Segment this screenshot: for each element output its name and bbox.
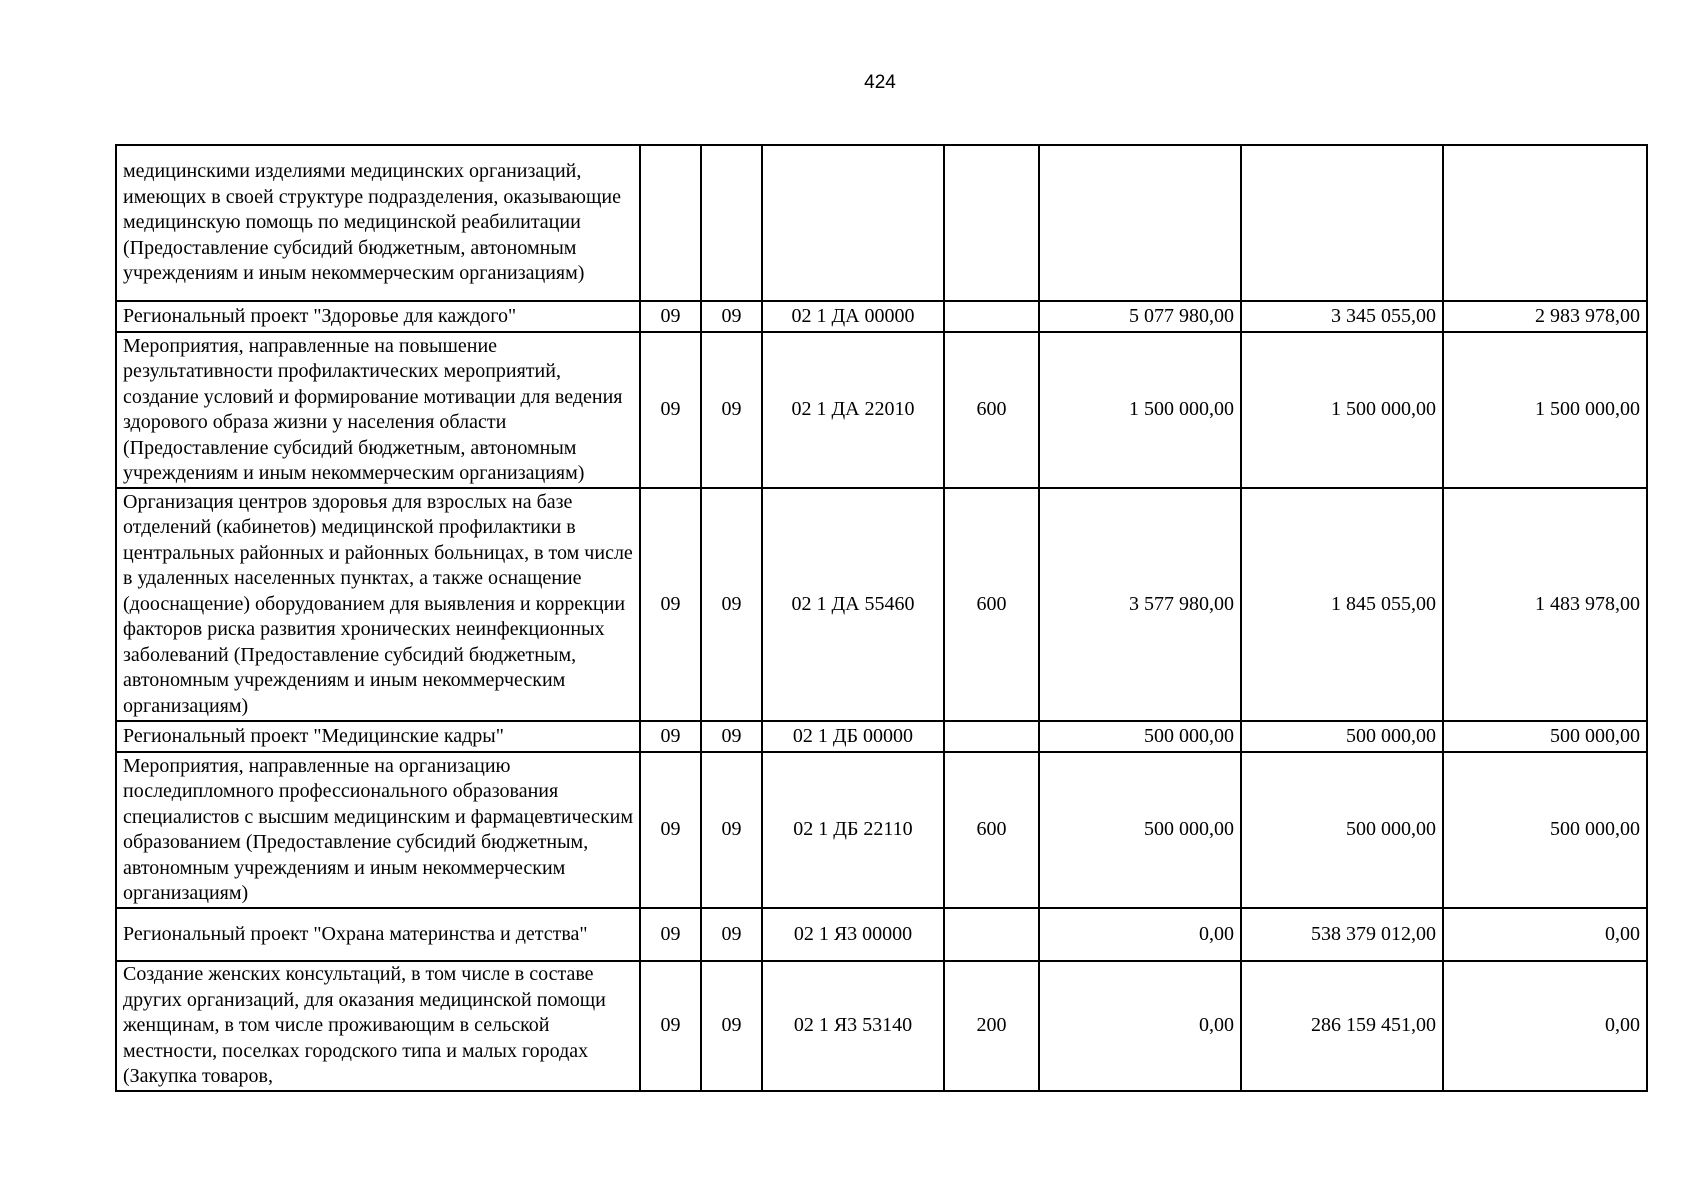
row-amount-1: 0,00 [1039,961,1241,1091]
row-amount-2: 1 845 055,00 [1241,488,1443,721]
row-section-code: 09 [640,908,701,961]
row-subsection-code: 09 [701,752,762,908]
row-amount-3: 0,00 [1443,908,1647,961]
row-amount-2 [1241,145,1443,301]
row-name: Региональный проект "Охрана материнства и детства" [116,908,640,961]
budget-table [115,144,1648,1092]
table-row [116,488,1647,721]
row-amount-3: 500 000,00 [1443,721,1647,752]
row-expense-type: 600 [944,332,1039,488]
row-name: Региональный проект "Здоровье для каждого" [116,301,640,332]
table-row [116,908,1647,961]
row-expense-type [944,301,1039,332]
row-amount-2: 3 345 055,00 [1241,301,1443,332]
row-amount-3: 1 500 000,00 [1443,332,1647,488]
row-target-article: 02 1 ДА 00000 [762,301,944,332]
row-target-article: 02 1 Я3 53140 [762,961,944,1091]
table-row [116,961,1647,1091]
row-target-article: 02 1 ДБ 22110 [762,752,944,908]
row-name: медицинскими изделиями медицинских организаций, имеющих в своей структуре подразделения, оказывающие медицинскую помощь по медицинской реабилитации (Предоставление субсидий бюджетным, автономным учреждениям и иным некоммерческим организациям) [116,145,640,301]
row-amount-1: 500 000,00 [1039,721,1241,752]
row-amount-1: 1 500 000,00 [1039,332,1241,488]
row-amount-1: 0,00 [1039,908,1241,961]
row-subsection-code: 09 [701,961,762,1091]
table-row [116,721,1647,752]
table-row [116,301,1647,332]
row-expense-type [944,908,1039,961]
row-section-code: 09 [640,332,701,488]
row-amount-1 [1039,145,1241,301]
row-amount-2: 500 000,00 [1241,752,1443,908]
row-target-article [762,145,944,301]
table-row [116,332,1647,488]
row-amount-1: 500 000,00 [1039,752,1241,908]
row-target-article: 02 1 Я3 00000 [762,908,944,961]
row-name: Мероприятия, направленные на повышение результативности профилактических мероприятий, создание условий и формирование мотивации для ведения здорового образа жизни у населения области (Предоставление субсидий бюджетным, автономным учреждениям и иным некоммерческим организациям) [116,332,640,488]
row-section-code: 09 [640,301,701,332]
row-amount-2: 500 000,00 [1241,721,1443,752]
row-amount-2: 538 379 012,00 [1241,908,1443,961]
row-section-code: 09 [640,961,701,1091]
page-number: 424 [864,72,896,93]
row-expense-type [944,145,1039,301]
row-section-code [640,145,701,301]
row-amount-3: 0,00 [1443,961,1647,1091]
row-name: Региональный проект "Медицинские кадры" [116,721,640,752]
row-expense-type [944,721,1039,752]
row-expense-type: 200 [944,961,1039,1091]
row-amount-1: 3 577 980,00 [1039,488,1241,721]
row-target-article: 02 1 ДА 22010 [762,332,944,488]
row-amount-1: 5 077 980,00 [1039,301,1241,332]
row-subsection-code: 09 [701,332,762,488]
row-amount-2: 286 159 451,00 [1241,961,1443,1091]
row-amount-3: 1 483 978,00 [1443,488,1647,721]
row-name: Мероприятия, направленные на организацию последипломного профессионального образования специалистов с высшим медицинским и фармацевтическим образованием (Предоставление субсидий бюджетным, автономным учреждениям и иным некоммерческим организациям) [116,752,640,908]
row-section-code: 09 [640,488,701,721]
row-name: Организация центров здоровья для взрослых на базе отделений (кабинетов) медицинской профилактики в центральных районных и районных больницах, в том числе в удаленных населенных пунктах, а также оснащение (дооснащение) оборудованием для выявления и коррекции факторов риска развития хронических неинфекционных заболеваний (Предоставление субсидий бюджетным, автономным учреждениям и иным некоммерческим организациям) [116,488,640,721]
row-target-article: 02 1 ДА 55460 [762,488,944,721]
row-expense-type: 600 [944,488,1039,721]
row-amount-3 [1443,145,1647,301]
table-row [116,752,1647,908]
row-subsection-code [701,145,762,301]
row-subsection-code: 09 [701,488,762,721]
row-amount-3: 500 000,00 [1443,752,1647,908]
row-section-code: 09 [640,752,701,908]
row-subsection-code: 09 [701,721,762,752]
row-name: Создание женских консультаций, в том числе в составе других организаций, для оказания медицинской помощи женщинам, в том числе проживающим в сельской местности, поселках городского типа и малых городах (Закупка товаров, [116,961,640,1091]
row-subsection-code: 09 [701,301,762,332]
row-amount-3: 2 983 978,00 [1443,301,1647,332]
table-row [116,145,1647,301]
row-expense-type: 600 [944,752,1039,908]
row-amount-2: 1 500 000,00 [1241,332,1443,488]
row-target-article: 02 1 ДБ 00000 [762,721,944,752]
row-subsection-code: 09 [701,908,762,961]
row-section-code: 09 [640,721,701,752]
